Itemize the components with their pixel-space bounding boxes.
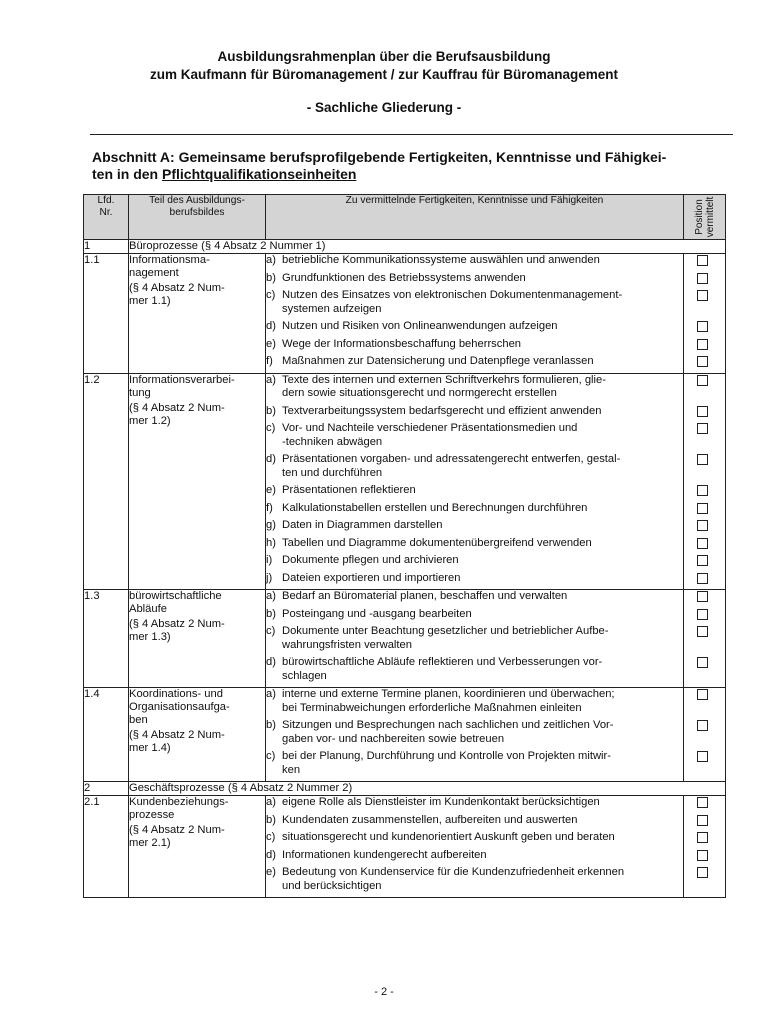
item-text-line: -techniken abwägen [282,435,383,448]
item-key: e) [266,866,276,878]
checkbox-slot [684,554,725,568]
position-checkbox[interactable] [697,867,708,878]
group-title: Geschäftsprozesse (§ 4 Absatz 2 Nummer 2) [129,782,726,796]
position-checkbox[interactable] [697,689,708,700]
row-number: 1.1 [84,254,129,374]
item-text-line: Textverarbeitungssystem bedarfsgerecht und effizient anwenden [282,404,602,417]
paragraph-line: (§ 4 Absatz 2 Num- [129,282,225,294]
item-key: i) [266,554,273,566]
position-checkbox[interactable] [697,609,708,620]
item-text [282,554,683,568]
position-checkbox[interactable] [697,520,708,531]
item-text [282,338,683,352]
group-number: 2 [84,782,129,796]
list-item [266,625,683,652]
skills-list [266,373,684,590]
checkbox-slot [684,750,725,777]
item-text-line: ten und durchführen [282,466,383,479]
section-heading-prefix: ten in den [92,166,162,182]
list-item [266,656,683,683]
item-text [282,355,683,369]
item-text [282,590,683,604]
header-lfd-nr [84,195,129,240]
checkbox-slot [684,590,725,604]
position-checkbox[interactable] [697,815,708,826]
checkbox-slot [684,849,725,863]
item-key: a) [266,590,276,602]
header-part [129,195,266,240]
position-checkbox[interactable] [697,356,708,367]
title-line-2: zum Kaufmann für Büromanagement / zur Kauffrau für Büromanagement [149,67,619,82]
checkbox-slot [684,814,725,828]
checkbox-slot [684,656,725,683]
list-item [266,272,683,286]
list-item [266,688,683,715]
checkbox-slot [684,272,725,286]
item-text [282,625,683,652]
item-text-line: Nutzen und Risiken von Onlineanwendungen aufzeigen [282,320,558,332]
position-checkbox[interactable] [697,255,708,266]
item-text-line: interne und externe Termine planen, koordinieren und überwachen; [282,688,615,700]
item-text-line: ken [282,763,301,776]
item-key: c) [266,831,276,843]
item-key: a) [266,796,276,808]
item-text-line: Texte des internen und externen Schriftverkehrs formulieren, glie- [282,373,606,386]
item-text-line: Kalkulationstabellen erstellen und Berechnungen durchführen [282,501,588,514]
group-row [84,782,726,796]
checkbox-slot [684,355,725,369]
item-key: g) [266,519,276,531]
title-divider [90,134,733,135]
part-line: Abläufe [129,603,167,615]
item-key: b) [266,607,276,620]
position-checkbox[interactable] [697,538,708,549]
checkbox-slot [684,719,725,746]
paragraph-line: (§ 4 Absatz 2 Num- [129,824,225,836]
item-text-line: Grundfunktionen des Betriebssystems anwenden [282,271,526,284]
list-item [266,590,683,604]
item-text-line: Informationen kundengerecht aufbereiten [282,848,487,861]
item-text-line: Bedarf an Büromaterial planen, beschaffen und verwalten [282,590,568,602]
position-checkbox[interactable] [697,454,708,465]
item-text-line: Bedeutung von Kundenservice für die Kundenzufriedenheit erkennen [282,866,625,878]
item-text [282,374,683,401]
list-item [266,537,683,551]
header-lfd-label: Lfd. [97,195,115,206]
item-text [282,502,683,516]
item-text-line: systemen aufzeigen [282,302,382,315]
position-checkbox[interactable] [697,375,708,386]
part-line: bürowirtschaftliche [129,590,222,602]
checkbox-column [684,373,726,590]
item-key: f) [266,355,273,367]
group-row [84,240,726,254]
item-text [282,572,683,586]
position-checkbox[interactable] [697,591,708,602]
page-number: - 2 - [374,986,394,998]
checkbox-slot [684,796,725,810]
list-item [266,796,683,810]
table-row [84,688,726,782]
skills-list [266,254,684,374]
paragraph-reference [129,824,265,850]
paragraph-line: mer 1.3) [129,631,171,643]
part-line: Kundenbeziehungs- [129,796,229,808]
checkbox-slot [684,625,725,652]
checkbox-slot [684,453,725,480]
list-item [266,254,683,268]
item-text-line: Dokumente unter Beachtung gesetzlicher und betrieblicher Aufbe- [282,625,609,637]
paragraph-line: (§ 4 Absatz 2 Num- [129,401,225,414]
checkbox-slot [684,537,725,551]
item-key: a) [266,688,276,700]
header-position-vermittelt [684,195,726,240]
header-nr-label: Nr. [99,207,113,218]
item-key: d) [266,656,276,668]
item-text-line: Tabellen und Diagramme dokumentenübergreifend verwenden [282,536,592,549]
item-text [282,608,683,622]
item-key: b) [266,719,276,731]
position-checkbox[interactable] [697,290,708,301]
item-text [282,719,683,746]
item-text-line: und berücksichtigen [282,879,382,892]
position-checkbox[interactable] [697,485,708,496]
checkbox-slot [684,519,725,533]
item-key: e) [266,484,276,496]
item-text [282,405,683,419]
group-title: Büroprozesse (§ 4 Absatz 2 Nummer 1) [129,240,726,254]
table-row [84,796,726,898]
part-line: Informationsma- [129,254,210,266]
list-item [266,374,683,401]
position-checkbox[interactable] [697,406,708,417]
checkbox-slot [684,484,725,498]
row-number: 1.3 [84,590,129,688]
group-number: 1 [84,240,129,254]
table-header-row [84,195,726,240]
paragraph-line: mer 2.1) [129,837,171,849]
item-key: d) [266,453,276,465]
checkbox-slot [684,422,725,449]
skills-list [266,590,684,688]
item-text-line: Vor- und Nachteile verschiedener Präsentationsmedien und [282,422,578,434]
list-item [266,866,683,893]
list-item [266,719,683,746]
paragraph-line: mer 1.1) [129,295,171,307]
position-checkbox[interactable] [697,573,708,584]
list-item [266,422,683,449]
position-checkbox[interactable] [697,555,708,566]
checkbox-column [684,590,726,688]
part-line: Informationsverarbei- [129,373,235,386]
item-key: b) [266,813,276,826]
list-item [266,453,683,480]
header-position-label [694,197,716,238]
item-text [282,866,683,893]
list-item [266,572,683,586]
item-key: a) [266,373,276,386]
skills-list [266,688,684,782]
paragraph-reference [129,729,265,755]
header-position-line-2: vermittelt [704,196,716,238]
table-row [84,373,726,590]
item-text-line: Präsentationen vorgaben- und adressatengerecht entwerfen, gestal- [282,453,621,465]
checkbox-slot [684,688,725,715]
item-text [282,831,683,845]
item-key: d) [266,848,276,861]
list-item [266,554,683,568]
item-text-line: Sitzungen und Besprechungen nach sachlichen und zeitlichen Vor- [282,719,614,731]
part-line: nagement [129,267,179,279]
item-key: b) [266,271,276,284]
checkbox-slot [684,502,725,516]
paragraph-line: mer 1.2) [129,414,171,427]
paragraph-line: (§ 4 Absatz 2 Num- [129,618,225,630]
item-text-line: bei Terminabweichungen erforderliche Maßnahmen einleiten [282,701,582,714]
position-checkbox[interactable] [697,423,708,434]
row-part [129,373,266,590]
list-item [266,289,683,316]
item-text [282,453,683,480]
item-text [282,656,683,683]
list-item [266,320,683,334]
item-text-line: Posteingang und -ausgang bearbeiten [282,607,472,620]
item-text [282,849,683,863]
position-checkbox[interactable] [697,321,708,332]
item-key: c) [266,750,276,762]
checkbox-slot [684,866,725,893]
item-text-line: Daten in Diagrammen darstellen [282,519,443,531]
checkbox-slot [684,320,725,334]
item-key: a) [266,254,276,266]
checkbox-slot [684,831,725,845]
item-text-line: Präsentationen reflektieren [282,484,416,496]
item-text [282,320,683,334]
part-line: ben [129,714,148,726]
section-heading-underlined: Pflichtqualifikationseinheiten [162,166,357,182]
table-row [84,590,726,688]
item-text-line: Dateien exportieren und importieren [282,571,461,584]
item-text [282,519,683,533]
position-checkbox[interactable] [697,751,708,762]
list-item [266,502,683,516]
item-text-line: Kundendaten zusammenstellen, aufbereiten und auswerten [282,813,578,826]
row-part [129,254,266,374]
item-text [282,422,683,449]
part-line: prozesse [129,809,175,821]
item-key: j) [266,571,273,584]
checkbox-slot [684,572,725,586]
item-text-line: wahrungsfristen verwalten [282,638,412,651]
paragraph-reference [129,282,265,308]
paragraph-reference [129,402,265,428]
list-item [266,608,683,622]
row-number: 2.1 [84,796,129,898]
paragraph-line: (§ 4 Absatz 2 Num- [129,729,225,741]
list-item [266,814,683,828]
item-text-line: betriebliche Kommunikationssysteme auswählen und anwenden [282,254,600,266]
item-text [282,254,683,268]
item-text [282,814,683,828]
row-part [129,590,266,688]
section-heading-line-2 [92,166,742,183]
position-checkbox[interactable] [697,720,708,731]
item-text [282,484,683,498]
item-key: c) [266,625,276,637]
part-line: tung [129,386,151,399]
checkbox-slot [684,338,725,352]
part-line: Koordinations- und [129,688,223,700]
item-key: d) [266,320,276,332]
checkbox-slot [684,405,725,419]
position-checkbox[interactable] [697,657,708,668]
item-text-line: bei der Planung, Durchführung und Kontrolle von Projekten mitwir- [282,750,611,762]
list-item [266,484,683,498]
list-item [266,750,683,777]
skills-list [266,796,684,898]
row-number: 1.2 [84,373,129,590]
header-skills: Zu vermittelnde Fertigkeiten, Kenntnisse und Fähigkeiten [266,195,684,240]
item-text-line: gaben vor- und nachbereiten sowie betreuen [282,732,505,745]
list-item [266,831,683,845]
position-checkbox[interactable] [697,797,708,808]
item-text-line: situationsgerecht und kundenorientiert Auskunft geben und beraten [282,831,615,843]
list-item [266,849,683,863]
row-part [129,796,266,898]
position-checkbox[interactable] [697,273,708,284]
item-text-line: Dokumente pflegen und archivieren [282,554,459,566]
item-text [282,750,683,777]
table-row [84,254,726,374]
item-text-line: schlagen [282,669,327,682]
item-key: c) [266,422,276,434]
position-checkbox[interactable] [697,626,708,637]
checkbox-column [684,254,726,374]
document-subtitle: - Sachliche Gliederung - [306,100,462,115]
checkbox-slot [684,374,725,401]
paragraph-line: mer 1.4) [129,742,171,754]
position-checkbox[interactable] [697,503,708,514]
list-item [266,355,683,369]
checkbox-slot [684,608,725,622]
row-part [129,688,266,782]
item-text [282,537,683,551]
position-checkbox[interactable] [697,850,708,861]
item-text-line: eigene Rolle als Dienstleister im Kundenkontakt berücksichtigen [282,796,600,808]
header-part-line-1: Teil des Ausbildungs- [149,195,245,206]
list-item [266,405,683,419]
row-number: 1.4 [84,688,129,782]
checkbox-column [684,796,726,898]
list-item [266,519,683,533]
header-part-line-2: berufsbildes [169,207,225,218]
checkbox-slot [684,254,725,268]
item-text [282,688,683,715]
checkbox-column [684,688,726,782]
item-text-line: bürowirtschaftliche Abläufe reflektieren und Verbesserungen vor- [282,656,603,668]
section-heading-line-1: Abschnitt A: Gemeinsame berufsprofilgebende Fertigkeiten, Kenntnisse und Fähigkei- [92,149,667,165]
item-text [282,289,683,316]
item-text [282,272,683,286]
header-position-line-1: Position [693,199,705,235]
item-text-line: Maßnahmen zur Datensicherung und Datenpflege veranlassen [282,355,594,367]
position-checkbox[interactable] [697,339,708,350]
item-text [282,796,683,810]
part-line: Organisationsaufga- [129,701,230,713]
list-item [266,338,683,352]
item-text-line: dern sowie situationsgerecht und normgerecht erstellen [282,387,557,399]
item-key: f) [266,501,273,514]
curriculum-table [83,194,726,898]
paragraph-reference [129,618,265,644]
item-key: h) [266,536,276,549]
title-line-1: Ausbildungsrahmenplan über die Berufsausbildung [217,49,551,64]
section-heading [92,149,742,183]
document-title [0,48,768,84]
item-key: c) [266,289,276,301]
checkbox-slot [684,289,725,316]
item-key: e) [266,337,276,350]
item-text-line: Nutzen des Einsatzes von elektronischen Dokumentenmanagement- [282,289,623,301]
position-checkbox[interactable] [697,832,708,843]
item-text-line: Wege der Informationsbeschaffung beherrschen [282,337,522,350]
item-key: b) [266,404,276,417]
